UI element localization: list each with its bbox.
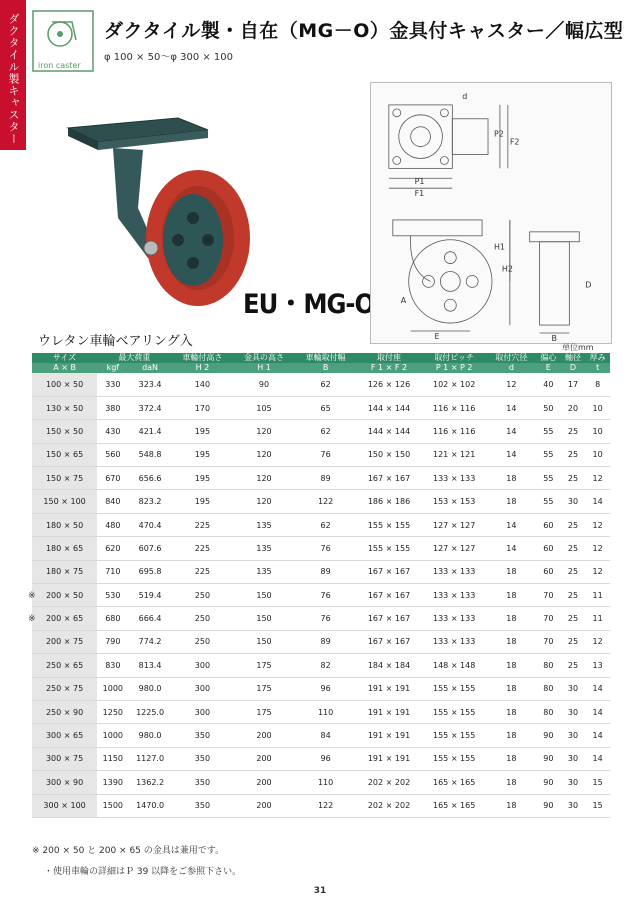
- table-cell: 670: [97, 467, 128, 490]
- table-cell: 55: [536, 443, 561, 466]
- table-cell: 165 × 165: [422, 794, 487, 817]
- table-cell: 30: [561, 724, 586, 747]
- table-cell: 120: [233, 490, 295, 513]
- table-cell: 153 × 153: [422, 490, 487, 513]
- table-cell: 823.2: [129, 490, 172, 513]
- table-cell: 710: [97, 560, 128, 583]
- table-cell: 155 × 155: [422, 677, 487, 700]
- label-h1: H1: [493, 242, 505, 252]
- table-cell: 666.4: [129, 607, 172, 630]
- th-thickness: 厚み: [585, 353, 610, 363]
- table-cell: 18: [487, 630, 536, 653]
- table-cell: 18: [487, 560, 536, 583]
- table-cell: 18: [487, 584, 536, 607]
- table-row: [32, 747, 610, 770]
- table-cell: 30: [561, 490, 586, 513]
- table-cell: 76: [295, 443, 357, 466]
- label-dd: D: [585, 280, 592, 290]
- table-cell: 144 × 144: [356, 396, 421, 419]
- label-p2: P2: [493, 129, 504, 139]
- th2-col-2: daN: [129, 363, 172, 373]
- note-shared-fitting: ※ 200 × 50 と 200 × 65 の金具は兼用です。: [32, 846, 225, 856]
- table-cell: 350: [172, 794, 234, 817]
- table-cell: 14: [585, 747, 610, 770]
- table-cell: 25: [561, 607, 586, 630]
- table-cell: 40: [536, 373, 561, 396]
- table-cell: 372.4: [129, 396, 172, 419]
- table-cell: 18: [487, 490, 536, 513]
- table-cell: 1362.2: [129, 771, 172, 794]
- note-wheel-reference: ・使用車輪の詳細はＰ 39 以降をご参照下さい。: [44, 867, 242, 877]
- cell-size: 200 × 50: [32, 584, 97, 607]
- table-cell: 175: [233, 677, 295, 700]
- table-cell: 133 × 133: [422, 467, 487, 490]
- table-cell: 300: [172, 700, 234, 723]
- table-cell: 150 × 150: [356, 443, 421, 466]
- table-cell: 14: [487, 537, 536, 560]
- table-row: [32, 654, 610, 677]
- table-cell: 62: [295, 420, 357, 443]
- table-cell: 17: [561, 373, 586, 396]
- table-cell: 300: [172, 654, 234, 677]
- table-cell: 90: [536, 747, 561, 770]
- table-cell: 120: [233, 420, 295, 443]
- table-cell: 350: [172, 724, 234, 747]
- table-cell: 480: [97, 513, 128, 536]
- table-cell: 133 × 133: [422, 584, 487, 607]
- table-cell: 127 × 127: [422, 537, 487, 560]
- table-cell: 11: [585, 607, 610, 630]
- table-cell: 175: [233, 700, 295, 723]
- table-cell: 80: [536, 677, 561, 700]
- table-cell: 1390: [97, 771, 128, 794]
- label-a: A: [400, 296, 407, 306]
- th2-col-7: P 1 × P 2: [422, 363, 487, 373]
- table-cell: 470.4: [129, 513, 172, 536]
- th-max-load: 最大荷重: [97, 353, 171, 363]
- table-cell: 14: [487, 396, 536, 419]
- table-cell: 65: [295, 396, 357, 419]
- table-row: [32, 537, 610, 560]
- table-cell: 155 × 155: [356, 537, 421, 560]
- table-cell: 60: [536, 513, 561, 536]
- table-row: [32, 490, 610, 513]
- table-cell: 135: [233, 560, 295, 583]
- table-cell: 15: [585, 794, 610, 817]
- table-cell: 70: [536, 607, 561, 630]
- table-cell: 25: [561, 537, 586, 560]
- table-cell: 202 × 202: [356, 771, 421, 794]
- table-cell: 14: [487, 513, 536, 536]
- table-cell: 135: [233, 537, 295, 560]
- table-cell: 1000: [97, 677, 128, 700]
- table-cell: 110: [295, 771, 357, 794]
- row-note-mark: ※: [28, 614, 36, 624]
- table-cell: 1127.0: [129, 747, 172, 770]
- table-cell: 70: [536, 630, 561, 653]
- table-cell: 191 × 191: [356, 677, 421, 700]
- category-side-tab: ダクタイル製キャスター: [0, 0, 26, 150]
- table-cell: 140: [172, 373, 234, 396]
- table-row: [32, 560, 610, 583]
- table-cell: 122: [295, 490, 357, 513]
- table-row: [32, 771, 610, 794]
- table-cell: 680: [97, 607, 128, 630]
- table-cell: 195: [172, 443, 234, 466]
- table-cell: 1500: [97, 794, 128, 817]
- table-cell: 18: [487, 794, 536, 817]
- table-cell: 330: [97, 373, 128, 396]
- model-name: EU・MG-O: [243, 289, 375, 320]
- caster-photo-icon: [58, 108, 258, 308]
- table-cell: 12: [487, 373, 536, 396]
- table-cell: 55: [536, 467, 561, 490]
- table-header-row-2: [32, 363, 610, 373]
- table-cell: 30: [561, 677, 586, 700]
- table-row: [32, 630, 610, 653]
- table-cell: 1250: [97, 700, 128, 723]
- table-cell: 155 × 155: [422, 747, 487, 770]
- cell-size: 180 × 50: [32, 513, 97, 536]
- table-cell: 96: [295, 677, 357, 700]
- th2-col-1: kgf: [97, 363, 128, 373]
- table-cell: 191 × 191: [356, 700, 421, 723]
- th2-col-5: B: [295, 363, 357, 373]
- table-cell: 200: [233, 747, 295, 770]
- table-cell: 133 × 133: [422, 607, 487, 630]
- table-cell: 150: [233, 607, 295, 630]
- table-cell: 25: [561, 513, 586, 536]
- table-cell: 195: [172, 420, 234, 443]
- table-cell: 18: [487, 747, 536, 770]
- table-cell: 560: [97, 443, 128, 466]
- th2-col-3: H 2: [172, 363, 234, 373]
- table-row: [32, 420, 610, 443]
- label-f2: F2: [509, 137, 520, 147]
- row-note-mark: ※: [28, 590, 36, 601]
- table-cell: 8: [585, 373, 610, 396]
- table-cell: 607.6: [129, 537, 172, 560]
- table-row: [32, 607, 610, 630]
- label-p1: P1: [414, 177, 425, 187]
- table-cell: 96: [295, 747, 357, 770]
- table-cell: 30: [561, 771, 586, 794]
- table-row: [32, 677, 610, 700]
- table-cell: 184 × 184: [356, 654, 421, 677]
- table-cell: 120: [233, 467, 295, 490]
- table-cell: 18: [487, 654, 536, 677]
- table-cell: 20: [561, 396, 586, 419]
- table-row: [32, 373, 610, 396]
- technical-drawing-icon: [370, 82, 612, 344]
- cell-size: 300 × 65: [32, 724, 97, 747]
- table-cell: 11: [585, 584, 610, 607]
- table-cell: 250: [172, 607, 234, 630]
- cell-size: 150 × 75: [32, 467, 97, 490]
- table-cell: 225: [172, 513, 234, 536]
- th-mount-plate: 取付座: [356, 353, 421, 363]
- table-cell: 150: [233, 630, 295, 653]
- table-cell: 980.0: [129, 724, 172, 747]
- table-cell: 60: [536, 537, 561, 560]
- table-cell: 530: [97, 584, 128, 607]
- cell-size: 250 × 65: [32, 654, 97, 677]
- table-cell: 430: [97, 420, 128, 443]
- table-cell: 12: [585, 560, 610, 583]
- th-mount-pitch: 取付ピッチ: [422, 353, 487, 363]
- table-cell: 110: [295, 700, 357, 723]
- th2-col-6: F 1 × F 2: [356, 363, 421, 373]
- table-cell: 25: [561, 654, 586, 677]
- table-cell: 200: [233, 724, 295, 747]
- table-cell: 76: [295, 607, 357, 630]
- table-cell: 121 × 121: [422, 443, 487, 466]
- th-axle-dia: 軸径: [561, 353, 586, 363]
- table-cell: 25: [561, 630, 586, 653]
- label-h2: H2: [501, 264, 513, 274]
- cell-size: 150 × 50: [32, 420, 97, 443]
- table-cell: 89: [295, 467, 357, 490]
- table-cell: 14: [585, 700, 610, 723]
- table-cell: 186 × 186: [356, 490, 421, 513]
- table-cell: 200: [233, 794, 295, 817]
- table-cell: 10: [585, 420, 610, 443]
- table-cell: 191 × 191: [356, 747, 421, 770]
- table-cell: 25: [561, 584, 586, 607]
- table-cell: 105: [233, 396, 295, 419]
- table-cell: 14: [585, 490, 610, 513]
- table-cell: 14: [487, 420, 536, 443]
- table-cell: 15: [585, 771, 610, 794]
- table-cell: 122: [295, 794, 357, 817]
- table-header-row-1: [32, 353, 610, 363]
- table-cell: 620: [97, 537, 128, 560]
- table-cell: 813.4: [129, 654, 172, 677]
- table-cell: 135: [233, 513, 295, 536]
- table-cell: 150: [233, 584, 295, 607]
- table-cell: 830: [97, 654, 128, 677]
- table-cell: 250: [172, 630, 234, 653]
- table-cell: 350: [172, 771, 234, 794]
- cell-size: 100 × 50: [32, 373, 97, 396]
- table-cell: 421.4: [129, 420, 172, 443]
- table-cell: 225: [172, 560, 234, 583]
- table-cell: 175: [233, 654, 295, 677]
- table-cell: 695.8: [129, 560, 172, 583]
- table-cell: 774.2: [129, 630, 172, 653]
- th-fitting-height: 金具の高さ: [233, 353, 295, 363]
- table-cell: 30: [561, 794, 586, 817]
- table-cell: 60: [536, 560, 561, 583]
- th-wheel-width: 車輪取付幅: [295, 353, 357, 363]
- table-cell: 90: [536, 771, 561, 794]
- cell-size: 180 × 75: [32, 560, 97, 583]
- table-cell: 18: [487, 467, 536, 490]
- table-cell: 116 × 116: [422, 420, 487, 443]
- table-cell: 25: [561, 443, 586, 466]
- table-cell: 200: [233, 771, 295, 794]
- table-row: [32, 584, 610, 607]
- table-cell: 120: [233, 443, 295, 466]
- section-title: ウレタン車輪ベアリング入: [38, 334, 193, 349]
- cell-size: 250 × 90: [32, 700, 97, 723]
- table-cell: 62: [295, 513, 357, 536]
- th2-col-0: A × B: [32, 363, 97, 373]
- table-cell: 155 × 155: [422, 700, 487, 723]
- table-cell: 89: [295, 560, 357, 583]
- table-cell: 25: [561, 420, 586, 443]
- th-offset: 偏心: [536, 353, 561, 363]
- th2-col-8: d: [487, 363, 536, 373]
- table-row: [32, 724, 610, 747]
- table-cell: 167 × 167: [356, 630, 421, 653]
- table-row: [32, 794, 610, 817]
- table-row: [32, 443, 610, 466]
- table-cell: 18: [487, 700, 536, 723]
- cell-size: 300 × 90: [32, 771, 97, 794]
- table-cell: 202 × 202: [356, 794, 421, 817]
- table-cell: 18: [487, 607, 536, 630]
- table-cell: 89: [295, 630, 357, 653]
- table-cell: 350: [172, 747, 234, 770]
- th2-col-10: D: [561, 363, 586, 373]
- table-cell: 10: [585, 396, 610, 419]
- table-cell: 167 × 167: [356, 607, 421, 630]
- th-hole-dia: 取付穴径: [487, 353, 536, 363]
- table-cell: 30: [561, 700, 586, 723]
- table-cell: 30: [561, 747, 586, 770]
- table-cell: 55: [536, 420, 561, 443]
- cell-size: 150 × 65: [32, 443, 97, 466]
- th-size: サイズ: [32, 353, 97, 363]
- table-cell: 167 × 167: [356, 560, 421, 583]
- table-cell: 225: [172, 537, 234, 560]
- spec-table: [32, 353, 610, 818]
- table-cell: 18: [487, 771, 536, 794]
- table-cell: 76: [295, 537, 357, 560]
- table-cell: 126 × 126: [356, 373, 421, 396]
- table-cell: 250: [172, 584, 234, 607]
- cell-size: 180 × 65: [32, 537, 97, 560]
- th-height: 車輪付高さ: [172, 353, 234, 363]
- cell-size: 200 × 75: [32, 630, 97, 653]
- table-cell: 50: [536, 396, 561, 419]
- table-cell: 195: [172, 467, 234, 490]
- table-cell: 90: [233, 373, 295, 396]
- table-cell: 25: [561, 467, 586, 490]
- cell-size: 130 × 50: [32, 396, 97, 419]
- table-cell: 90: [536, 794, 561, 817]
- table-cell: 82: [295, 654, 357, 677]
- page-number: 31: [313, 886, 327, 896]
- table-cell: 18: [487, 724, 536, 747]
- table-cell: 144 × 144: [356, 420, 421, 443]
- table-cell: 70: [536, 584, 561, 607]
- table-cell: 133 × 133: [422, 630, 487, 653]
- table-cell: 80: [536, 654, 561, 677]
- table-cell: 133 × 133: [422, 560, 487, 583]
- table-cell: 155 × 155: [356, 513, 421, 536]
- table-cell: 195: [172, 490, 234, 513]
- table-row: [32, 513, 610, 536]
- logo-text: iron caster: [38, 61, 81, 70]
- size-range: φ 100 × 50～φ 300 × 100: [104, 52, 234, 63]
- page-title: ダクタイル製・自在（MG－O）金具付キャスター／幅広型: [104, 20, 624, 42]
- table-cell: 1225.0: [129, 700, 172, 723]
- table-cell: 1000: [97, 724, 128, 747]
- table-cell: 1470.0: [129, 794, 172, 817]
- table-row: [32, 467, 610, 490]
- table-cell: 548.8: [129, 443, 172, 466]
- table-cell: 90: [536, 724, 561, 747]
- table-cell: 62: [295, 373, 357, 396]
- table-cell: 12: [585, 467, 610, 490]
- label-e: E: [434, 331, 440, 341]
- table-cell: 519.4: [129, 584, 172, 607]
- table-cell: 1150: [97, 747, 128, 770]
- table-cell: 165 × 165: [422, 771, 487, 794]
- table-cell: 10: [585, 443, 610, 466]
- cell-size: 300 × 75: [32, 747, 97, 770]
- table-cell: 980.0: [129, 677, 172, 700]
- table-cell: 14: [487, 443, 536, 466]
- table-cell: 300: [172, 677, 234, 700]
- table-cell: 14: [585, 677, 610, 700]
- label-f1: F1: [414, 189, 425, 199]
- table-cell: 380: [97, 396, 128, 419]
- table-cell: 170: [172, 396, 234, 419]
- label-d: d: [462, 91, 468, 101]
- table-cell: 84: [295, 724, 357, 747]
- table-cell: 18: [487, 677, 536, 700]
- table-cell: 25: [561, 560, 586, 583]
- table-cell: 167 × 167: [356, 584, 421, 607]
- table-cell: 148 × 148: [422, 654, 487, 677]
- table-cell: 790: [97, 630, 128, 653]
- table-cell: 80: [536, 700, 561, 723]
- table-cell: 840: [97, 490, 128, 513]
- table-cell: 191 × 191: [356, 724, 421, 747]
- th2-col-4: H 1: [233, 363, 295, 373]
- table-cell: 127 × 127: [422, 513, 487, 536]
- cell-size: 250 × 75: [32, 677, 97, 700]
- cell-size: 300 × 100: [32, 794, 97, 817]
- table-cell: 55: [536, 490, 561, 513]
- table-cell: 102 × 102: [422, 373, 487, 396]
- table-cell: 13: [585, 654, 610, 677]
- table-cell: 155 × 155: [422, 724, 487, 747]
- table-cell: 76: [295, 584, 357, 607]
- table-cell: 167 × 167: [356, 467, 421, 490]
- table-cell: 656.6: [129, 467, 172, 490]
- unit-label: 単位mm: [562, 343, 594, 352]
- cell-size: 200 × 65: [32, 607, 97, 630]
- table-cell: 14: [585, 724, 610, 747]
- th2-col-9: E: [536, 363, 561, 373]
- table-row: [32, 700, 610, 723]
- cell-size: 150 × 100: [32, 490, 97, 513]
- table-cell: 12: [585, 630, 610, 653]
- table-cell: 323.4: [129, 373, 172, 396]
- label-b: B: [551, 333, 557, 343]
- table-cell: 12: [585, 537, 610, 560]
- table-row: [32, 396, 610, 419]
- th2-col-11: t: [585, 363, 610, 373]
- table-cell: 12: [585, 513, 610, 536]
- table-cell: 116 × 116: [422, 396, 487, 419]
